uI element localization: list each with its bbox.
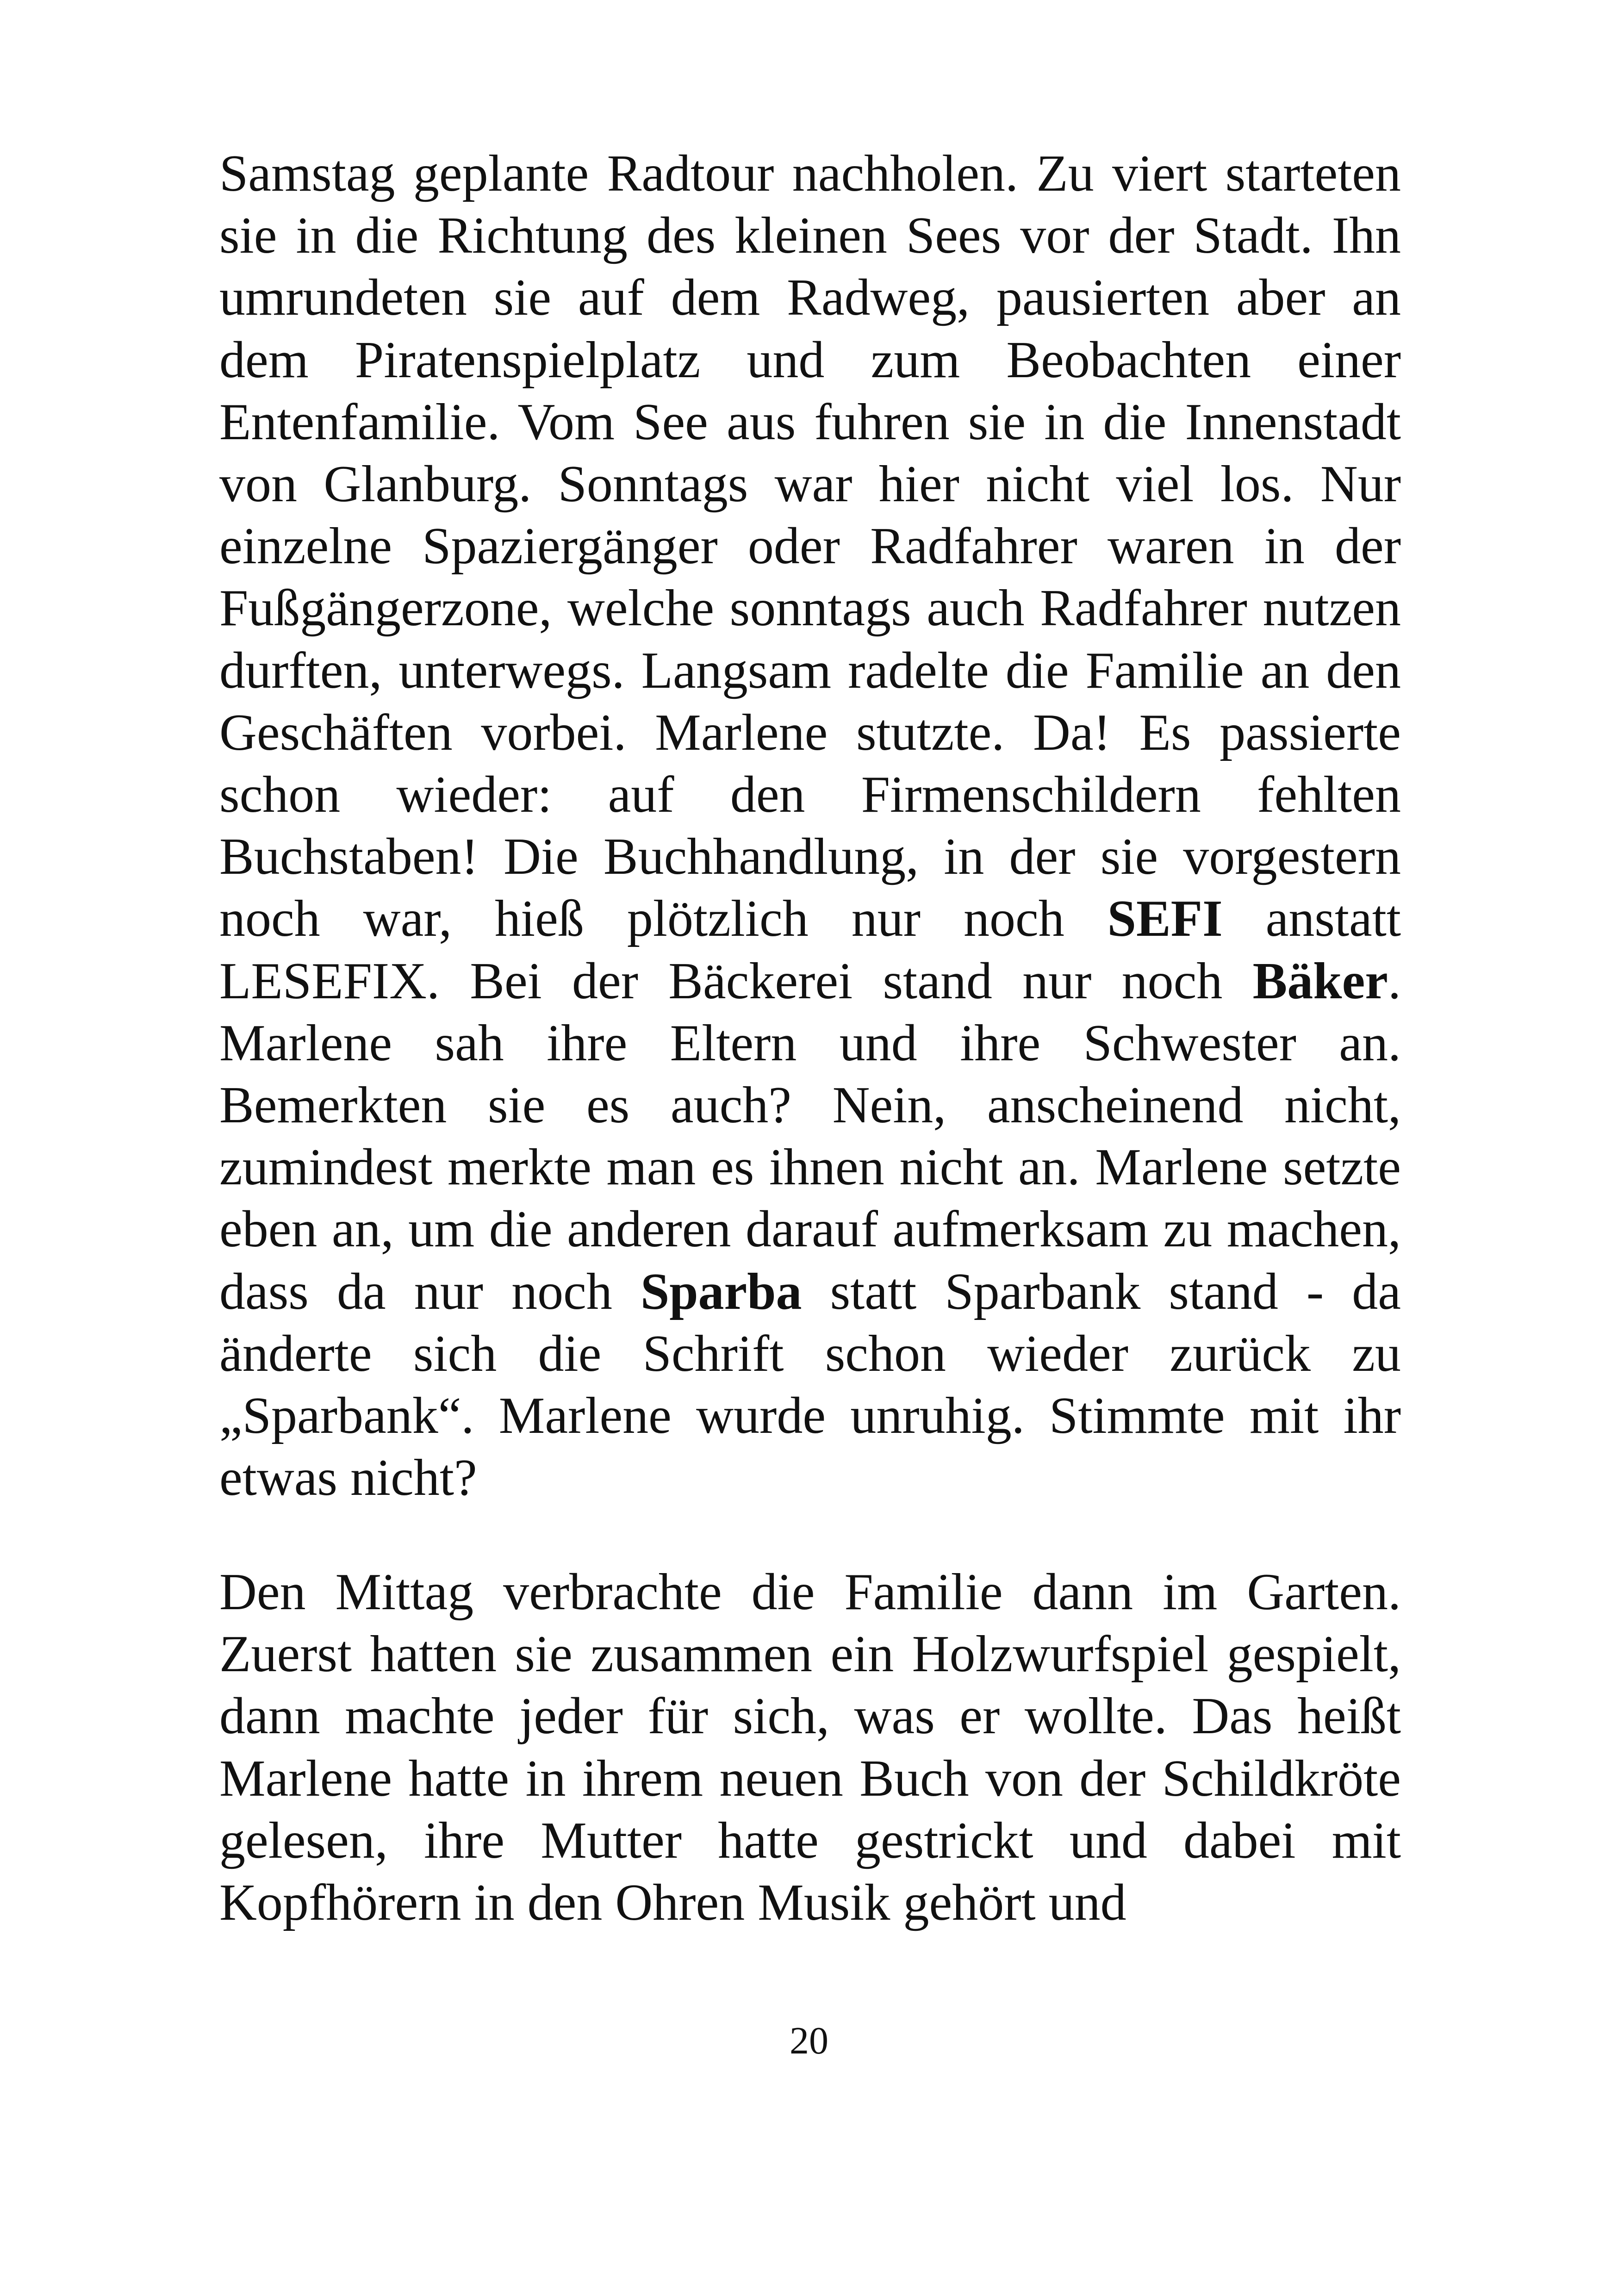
bold-word-sefi: SEFI bbox=[1107, 890, 1223, 948]
text-segment: Den Mittag verbrachte die Familie dann im Garten. Zuerst hatten sie zusammen ein Holzwurfspiel gespielt, dann machte jeder für sich, was er wollte. Das heißt Marlene hatte in ihrem neuen Buch von der Schildkröte gelesen, ihre Mutter hatte gestrickt und dabei mit Kopfhörern in den Ohren Musik gehört und bbox=[219, 1563, 1401, 1932]
text-segment: anstatt LESEFIX. Bei der Bäckerei stand nur noch bbox=[219, 890, 1401, 1010]
text-segment: . Marlene sah ihre Eltern und ihre Schwester an. Bemerkten sie es auch? Nein, anscheinend nicht, zumindest merkte man es ihnen nicht an. Marlene setzte eben an, um die anderen darauf aufmerksam zu machen, dass da nur noch bbox=[219, 952, 1401, 1320]
bold-word-sparba: Sparba bbox=[640, 1263, 802, 1320]
paragraph-1 bbox=[219, 143, 1401, 1509]
page-number: 20 bbox=[790, 2019, 828, 2062]
text-segment: statt Sparbank stand - da änderte sich die Schrift schon wieder zurück zu „Sparbank“. Marlene wurde unruhig. Stimmte mit ihr etwas nicht? bbox=[219, 1263, 1401, 1507]
text-segment: Samstag geplante Radtour nachholen. Zu viert starteten sie in die Richtung des kleinen Sees vor der Stadt. Ihn umrundeten sie auf dem Radweg, pausierten aber an dem Piratenspielplatz und zum Beobachten einer Entenfamilie. Vom See aus fuhren sie in die Innenstadt von Glanburg. Sonntags war hier nicht viel los. Nur einzelne Spaziergänger oder Radfahrer waren in der Fußgängerzone, welche sonntags auch Radfahrer nutzen durften, unterwegs. Langsam radelte die Familie an den Geschäften vorbei. Marlene stutzte. Da! Es passierte schon wieder: auf den Firmenschildern fehlten Buchstaben! Die Buchhandlung, in der sie vorgestern noch war, hieß plötzlich nur noch bbox=[219, 145, 1401, 948]
bold-word-baeker: Bäker bbox=[1252, 952, 1388, 1010]
paragraph-2 bbox=[219, 1561, 1401, 1934]
